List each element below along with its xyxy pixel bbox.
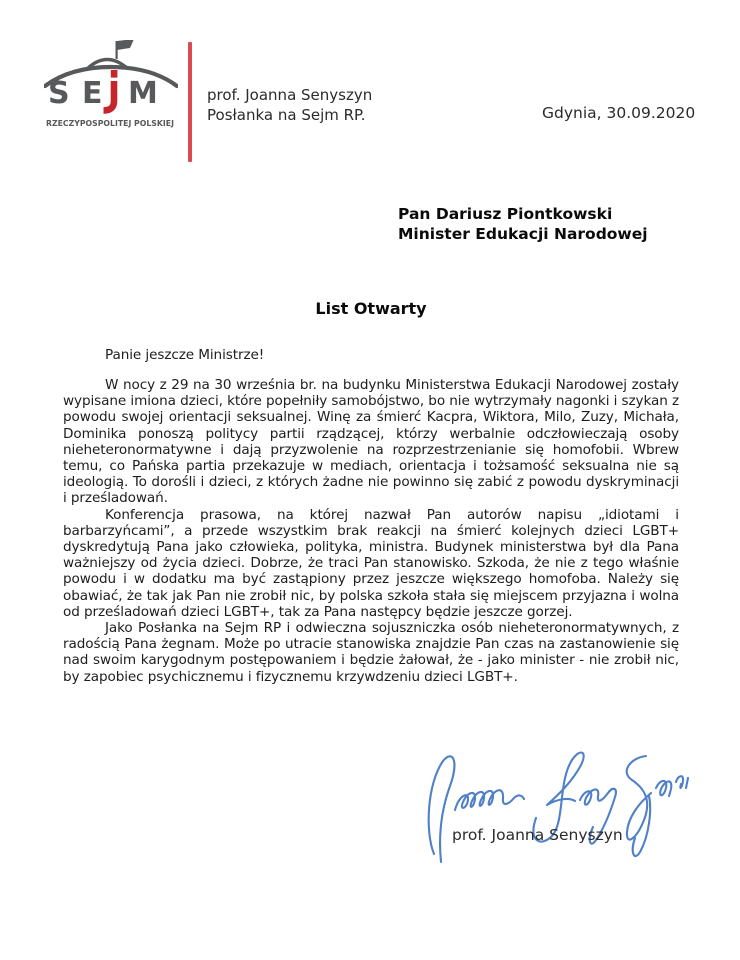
salutation-text: Panie jeszcze Ministrze! <box>105 347 265 363</box>
salutation <box>63 347 679 363</box>
recipient-name: Pan Dariusz Piontkowski <box>398 205 613 223</box>
paragraph: Jako Posłanka na Sejm RP i odwieczna sojuszniczka osób nieheteronormatywnych, z radością Pana żegnam. Może po utracie stanowiska znajdzie Pan czas na zastanowienie się nad swoim karygodnym postępowaniem i będzie żałował, że - jako minister - nie zrobił nic, by zapobiec psychicznemu i fizycznemu krzywdzeniu dzieci LGBT+. <box>63 620 679 685</box>
dateline: Gdynia, 30.09.2020 <box>542 104 696 122</box>
sender-name: prof. Joanna Senyszyn <box>207 86 373 104</box>
logo-letter-j-red <box>104 70 118 111</box>
red-divider <box>188 42 192 162</box>
signature-stroke <box>676 776 688 788</box>
paragraph: Konferencja prasowa, na której nazwał Pan autorów napisu „idiotami i barbarzyńcami”, a przede wszystkim brak reakcji na śmierć kolejnych dzieci LGBT+ dyskredytują Pana jako człowieka, polityka, ministra. Budynek ministerstwa był dla Pana ważniejszy od życia dzieci. Dobrze, że traci Pan stanowisko. Szkoda, że nie z tego właśnie powodu i w dodatku ma być zastąpiony przez jeszcze większego homofoba. Należy się obawiać, że tak jak Pan nie zrobił nic, by polska szkoła stała się miejscem przyjazna i wolna od prześladowań dzieci LGBT+, tak za Pana następcy będzie jeszcze gorzej. <box>63 506 679 620</box>
sender-role: Posłanka na Sejm RP. <box>207 105 366 124</box>
signature-stroke <box>656 781 671 796</box>
handwritten-signature-icon <box>418 748 690 866</box>
logo-letter-m: M <box>128 76 158 111</box>
logo-subtitle: RZECZYPOSPOLITEJ POLSKIEJ <box>46 118 174 128</box>
signature-stroke <box>455 790 524 810</box>
paragraph: W nocy z 29 na 30 września br. na budynku Ministerstwa Edukacji Narodowej zostały wypisane imiona dzieci, które popełniły samobójstwo, bo nie wytrzymały nagonki i szykan z powodu swojej orientacji seksualnej. Winę za śmierć Kacpra, Wiktora, Milo, Zuzy, Michała, Dominika ponoszą politycy partii rządzącej, którzy werbalnie odczłowieczają osoby nieheteronormatywne i dają przyzwolenie na rozprzestrzenianie się homofobii. Wbrew temu, co Pańska partia przekazuje w mediach, orientacja i tożsamość seksualna nie są ideologią. To dorośli i dzieci, z których żadne nie powinno się zabić z powodu dyskryminacji i prześladowań. <box>63 377 679 507</box>
sender-block <box>207 86 372 125</box>
letter-body <box>63 377 679 685</box>
logo-letter-s: S <box>48 76 70 111</box>
recipient-block <box>398 205 648 244</box>
sejm-logo <box>44 40 178 130</box>
signature-printed-name: prof. Joanna Senyszyn <box>452 826 623 844</box>
letter-title: List Otwarty <box>315 299 427 318</box>
signature-stroke <box>429 756 455 862</box>
sejm-logo-icon <box>44 40 178 130</box>
logo-letter-e: E <box>82 76 103 111</box>
flag-icon <box>117 40 134 59</box>
recipient-title: Minister Edukacji Narodowej <box>398 224 648 243</box>
